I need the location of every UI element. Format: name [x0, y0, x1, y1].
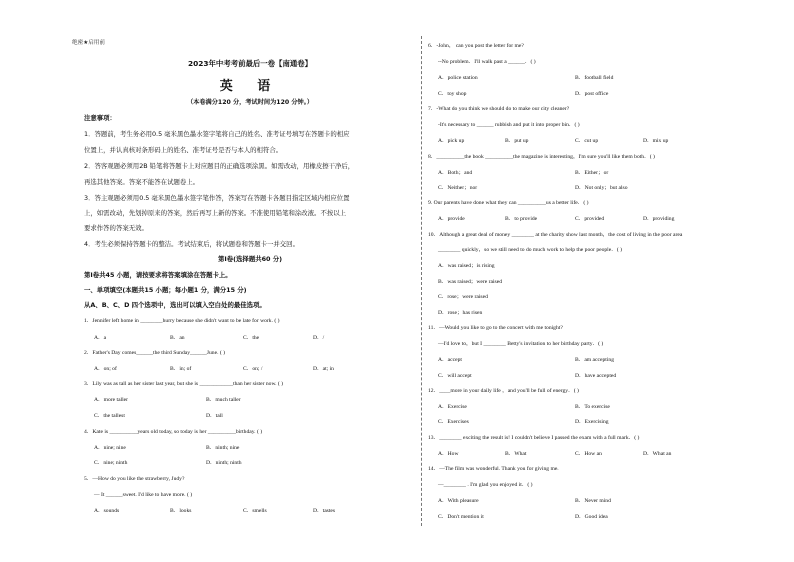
option-a: A．more taller: [94, 397, 129, 403]
note-line: 再选其他答案。答案不能答在试题卷上。: [84, 178, 200, 186]
option-b: B．Never mind: [575, 498, 611, 504]
question-stem: 12．____more in your daily life ，and you'll be full of energy．( ): [428, 388, 579, 394]
note-line: 要求作答的答案无效。: [84, 224, 148, 232]
option-c: C．cut up: [575, 138, 599, 144]
option-b: B．to provide: [505, 216, 538, 222]
option-b: B．an: [170, 335, 185, 341]
option-c: C．Neither；nor: [438, 185, 478, 191]
option-d: D．providing: [643, 216, 675, 222]
option-c: C．smells: [243, 508, 267, 514]
option-d: D．tastes: [313, 508, 336, 514]
question-stem: 13．________ exciting the result is! I couldn't believe I passed the exam with a full mark．( ): [428, 435, 640, 441]
option-b: B．To exercise: [575, 404, 610, 410]
score-info: （本卷满分120 分，考试时间为120 分钟。）: [186, 99, 314, 106]
option-a: A．a: [94, 335, 107, 341]
option-b: B．ninth; nine: [206, 445, 240, 451]
option-d: D．Not only；but also: [575, 185, 628, 191]
option-a: A．How: [438, 451, 459, 457]
option-b: B．What: [505, 451, 527, 457]
section-title: 一、单项填空(本题共15 小题；每小题1 分，满分15 分): [84, 286, 247, 294]
question-stem-line: —________ . I'm glad you enjoyed it．( ): [438, 482, 533, 488]
question-stem-line: — It ______sweet. I'd like to have more. ( ): [94, 492, 193, 498]
note-line: 1．答题前，考生务必用0.5 毫米黑色墨水签字笔将自己的姓名、准考证号填写在答题卡的相应: [84, 130, 350, 138]
question-stem: 14．—The film was wonderful. Thank you for giving me.: [428, 466, 559, 472]
question-stem: 1．Jennifer left home in ________hurry because she didn't want to be late for work. ( ): [84, 318, 280, 324]
option-d: D．tall: [206, 413, 223, 419]
question-stem: 7．-What do you think we should do to make our city cleaner?: [428, 106, 570, 112]
question-stem-line: ________ quickly，so we still need to do much work to help the poor people．( ): [438, 247, 622, 253]
option-b: B．was raised；were raised: [438, 279, 502, 285]
option-c: C．How an: [575, 451, 602, 457]
section-desc: 从A、B、C、D 四个选项中，选出可以填入空白处的最佳选项。: [84, 301, 266, 309]
note-line: 位置上，并认真核对条形码上的姓名、准考证号是否与本人的相符合。: [84, 146, 283, 154]
question-stem: 2．Father's Day comes______the third Sunday______June. ( ): [84, 350, 225, 356]
question-stem: 9. Our parents have done what they can __________us a better life．( ): [428, 200, 589, 206]
question-stem: 5．—How do you like the strawberry, Judy?: [84, 476, 185, 482]
option-a: A．With pleasure: [438, 498, 479, 504]
option-c: C．Don't mention it: [438, 514, 484, 520]
option-a: A．nine; nine: [94, 445, 126, 451]
option-a: A．on; of: [94, 366, 117, 372]
option-c: C．the: [243, 335, 260, 341]
option-a: A．sounds: [94, 508, 120, 514]
option-c: C．on; /: [243, 366, 263, 372]
question-stem: 6．-John， can you post the letter for me?: [428, 43, 524, 49]
question-stem-line: --No problem．I'll walk past a ______．( ): [438, 59, 536, 65]
option-a: A．was raised；is rising: [438, 263, 495, 269]
option-d: D．Good idea: [575, 514, 608, 520]
question-stem-line: —I'd love to，but I ________ Betty's invitation to her birthday party．( ): [438, 341, 604, 347]
option-b: B．put up: [505, 138, 529, 144]
option-a: A．pick up: [438, 138, 465, 144]
option-b: B．football field: [575, 75, 614, 81]
option-c: C．provided: [575, 216, 605, 222]
option-a: A．provide: [438, 216, 465, 222]
note-line: 上，如需改动，先划掉原来的答案，然后再写上新的答案。不准使用铅笔和涂改液。不按以上: [84, 209, 347, 217]
subject-title: 英 语: [219, 79, 281, 94]
option-d: D．post office: [575, 91, 609, 97]
secret-mark: 绝密★启用前: [72, 40, 105, 46]
option-b: B．much taller: [206, 397, 241, 403]
question-stem: 8．__________the book __________the magazine is interesting，I'm sure you'll like them both．( ): [428, 154, 655, 160]
question-stem-line: -It's necessary to ______ rubbish and put it into proper bin．( ): [438, 122, 580, 128]
part-desc: 第Ⅰ卷共45 小题，请按要求将答案填涂在答题卡上。: [84, 271, 232, 279]
question-stem: 3．Lily was as tall as her sister last year, but she is ____________than her sister now. ( ): [84, 381, 284, 387]
option-d: D．/: [313, 335, 325, 341]
option-d: D．rose；has risen: [438, 310, 483, 316]
option-d: D．What an: [643, 451, 672, 457]
notes-heading: 注意事项：: [84, 114, 116, 122]
option-a: A．police station: [438, 75, 478, 81]
part-title: 第Ⅰ卷(选择题共60 分): [217, 255, 283, 263]
question-stem: 10．Although a great deal of money ________ at the charity show last month，the cost of living in the poor area: [428, 232, 683, 238]
note-line: 4．考生必须保持答题卡的整洁。考试结束后，将试题卷和答题卡一并交回。: [84, 240, 299, 248]
option-d: D．Exercising: [575, 419, 609, 425]
option-b: B．Either；or: [575, 170, 609, 176]
option-c: C．nine; ninth: [94, 460, 128, 466]
note-line: 2．答客观题必须用2B 铅笔将答题卡上对应题目的正确选项涂黑。如需改动，用橡皮擦干净后，: [84, 162, 355, 170]
option-a: A．Both；and: [438, 170, 473, 176]
column-divider: [421, 36, 422, 526]
option-c: C．the tallest: [94, 413, 125, 419]
option-b: B．looks: [170, 508, 192, 514]
exam-title: 2023年中考考前最后一卷【南通卷】: [187, 59, 313, 68]
option-d: D．ninth; ninth: [206, 460, 242, 466]
option-c: C．Exercises: [438, 419, 469, 425]
option-c: C．will accept: [438, 373, 472, 379]
question-stem: 4．Kate is __________years old today, so today is her __________birthday. ( ): [84, 429, 263, 435]
option-d: D．have accepted: [575, 373, 617, 379]
note-line: 3．答主观题必须用0.5 毫米黑色墨水签字笔作答，答案写在答题卡各题目指定区域内相应位置: [84, 194, 350, 202]
option-c: C．rose；were raised: [438, 294, 488, 300]
option-d: D．mix up: [643, 138, 669, 144]
option-b: B．am accepting: [575, 357, 614, 363]
option-c: C．toy shop: [438, 91, 467, 97]
option-d: D．at; in: [313, 366, 334, 372]
question-stem: 11．—Would you like to go to the concert with me tonight?: [428, 325, 563, 331]
option-a: A．accept: [438, 357, 462, 363]
option-b: B．in; of: [170, 366, 192, 372]
option-a: A．Exercise: [438, 404, 467, 410]
